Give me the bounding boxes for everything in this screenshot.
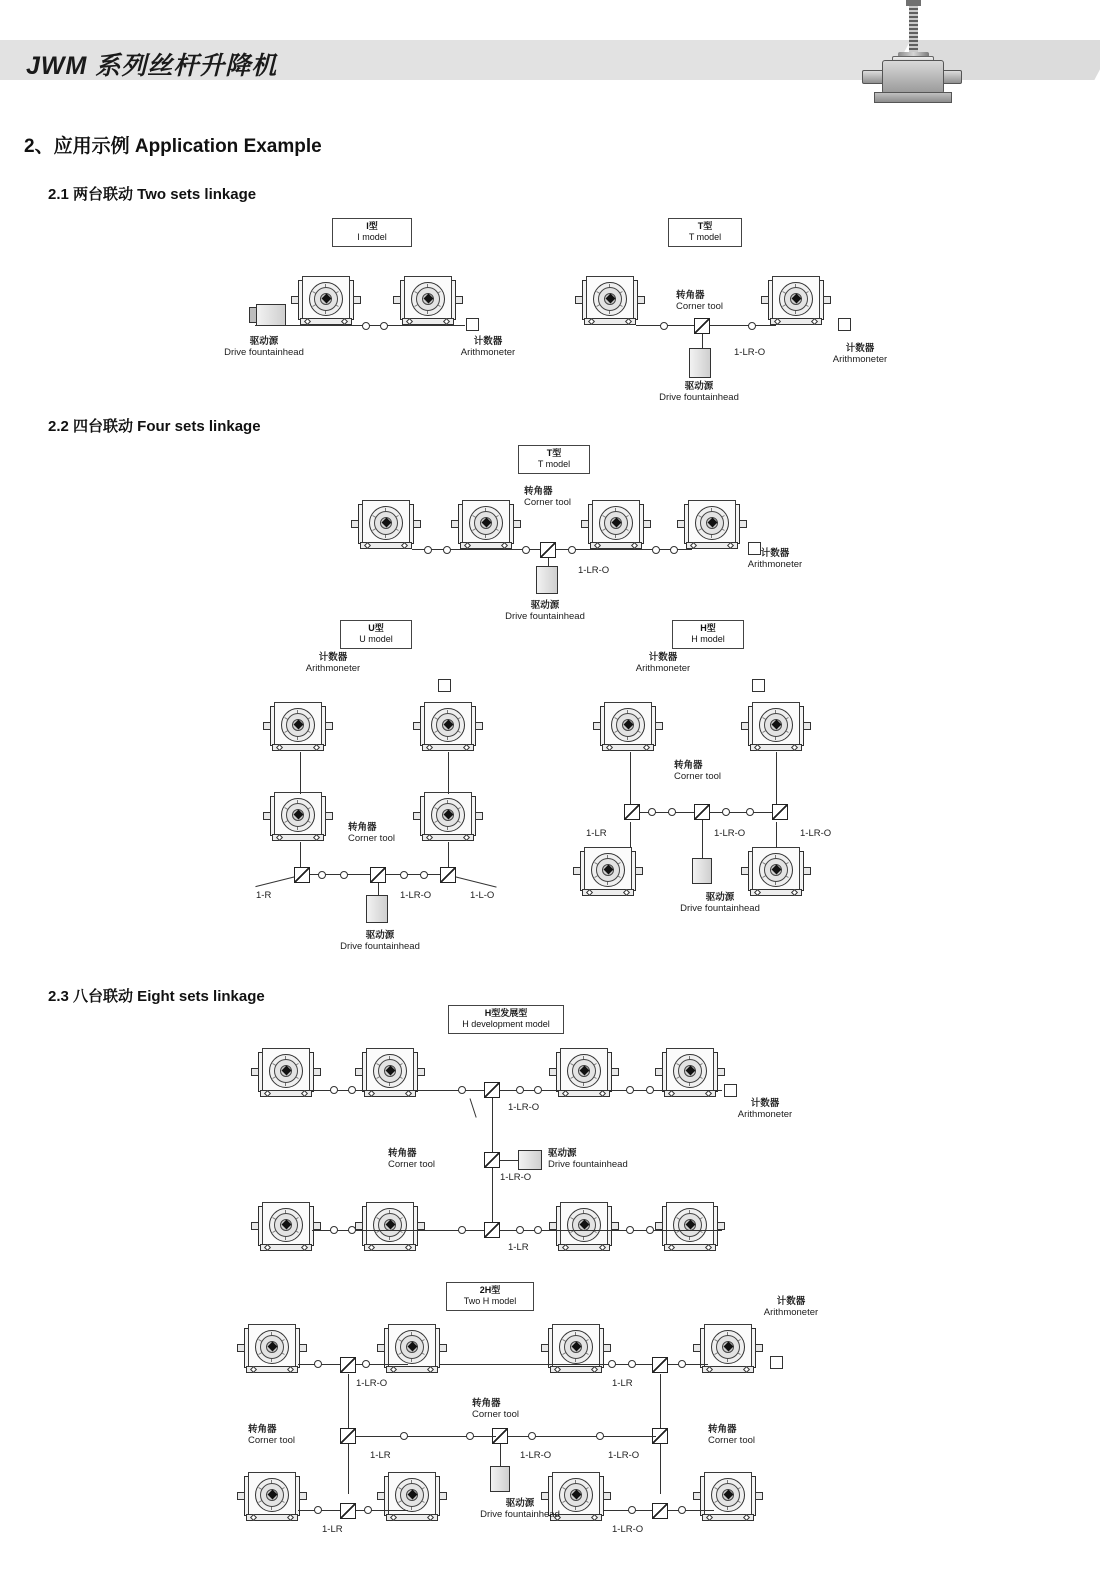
vertical-shaft: [348, 1444, 349, 1494]
jack-unit: [684, 498, 740, 550]
vertical-shaft: [300, 752, 301, 794]
shaft-coupler: [362, 322, 370, 330]
shaft-coupler: [678, 1360, 686, 1368]
label-corner-tool: 转角器 Corner tool: [248, 1424, 295, 1446]
drive-shaft: [668, 1364, 708, 1365]
jack-unit: [556, 1200, 612, 1252]
label-corner-tool: 转角器 Corner tool: [676, 290, 723, 312]
label-code-lro: 1-LR-O: [612, 1524, 644, 1535]
label-code-lro: 1-LR-O: [500, 1172, 532, 1183]
corner-tool: [540, 542, 556, 558]
label-code-lro: 1-LR-O: [714, 828, 746, 839]
corner-tool: [624, 804, 640, 820]
corner-tool: [440, 867, 456, 883]
shaft-coupler: [330, 1226, 338, 1234]
corner-tool: [694, 318, 710, 334]
vertical-shaft: [492, 1168, 493, 1222]
shaft-coupler: [646, 1226, 654, 1234]
jack-unit: [700, 1470, 756, 1522]
jack-unit: [298, 274, 354, 326]
shaft-coupler: [522, 546, 530, 554]
shaft-coupler: [330, 1086, 338, 1094]
vertical-shaft: [492, 1098, 493, 1152]
shaft-coupler: [458, 1226, 466, 1234]
corner-tool: [772, 804, 788, 820]
corner-tool: [694, 804, 710, 820]
label-arithmoneter: 计数器 Arithmoneter: [747, 548, 803, 570]
counter-box: [724, 1084, 737, 1097]
label-arithmoneter: 计数器 Arithmoneter: [832, 343, 888, 365]
jack-unit: [244, 1322, 300, 1374]
vertical-shaft: [448, 752, 449, 794]
vertical-shaft: [348, 1374, 349, 1430]
label-corner-tool: 转角器 Corner tool: [348, 822, 395, 844]
corner-tool: [340, 1503, 356, 1519]
label-arithmoneter: 计数器 Arithmoneter: [460, 336, 516, 358]
label-arithmoneter: 计数器 Arithmoneter: [737, 1098, 793, 1120]
page-title: JWM 系列丝杆升降机: [26, 52, 278, 80]
shaft-coupler: [348, 1086, 356, 1094]
shaft-coupler: [516, 1226, 524, 1234]
jack-unit: [384, 1322, 440, 1374]
drive-shaft: [255, 325, 465, 326]
vertical-shaft: [630, 822, 631, 848]
shaft-coupler: [722, 808, 730, 816]
shaft-coupler: [340, 871, 348, 879]
counter-box: [752, 679, 765, 692]
label-drive-fountainhead: 驱动源 Drive fountainhead: [480, 1498, 560, 1520]
label-code-r: 1-R: [256, 890, 272, 901]
shaft-coupler: [646, 1086, 654, 1094]
label-drive-fountainhead: 驱动源 Drive fountainhead: [224, 336, 304, 358]
label-drive-fountainhead: 驱动源 Drive fountainhead: [659, 381, 739, 403]
vertical-shaft: [630, 752, 631, 808]
shaft-coupler: [362, 1360, 370, 1368]
vertical-shaft: [776, 752, 777, 808]
jack-unit: [582, 274, 638, 326]
corner-tool: [340, 1357, 356, 1373]
label-code-lro: 1-LR-O: [508, 1102, 540, 1113]
jack-unit: [600, 700, 656, 752]
shaft-coupler: [668, 808, 676, 816]
jack-unit: [748, 845, 804, 897]
shaft-coupler: [400, 871, 408, 879]
drive-motor: [490, 1466, 510, 1492]
corner-tool: [652, 1357, 668, 1373]
label-code-lr: 1-LR: [370, 1450, 391, 1461]
shaft-coupler: [458, 1086, 466, 1094]
model-tag-u: U型 U model: [340, 620, 412, 649]
model-tag-t: T型 T model: [518, 445, 590, 474]
label-code-lo: 1-L-O: [470, 890, 495, 901]
section-heading-application: 2、应用示例 Application Example: [24, 136, 322, 157]
jack-unit: [270, 790, 326, 842]
jack-unit: [768, 274, 824, 326]
counter-box: [770, 1356, 783, 1369]
jack-unit: [420, 700, 476, 752]
shaft-coupler: [314, 1506, 322, 1514]
jack-unit: [362, 1200, 418, 1252]
jack-unit: [548, 1322, 604, 1374]
section-heading-four-sets: 2.2 四台联动 Four sets linkage: [48, 418, 261, 435]
label-code-lr: 1-LR: [586, 828, 607, 839]
shaft-coupler: [528, 1432, 536, 1440]
jack-unit: [258, 1200, 314, 1252]
drive-shaft: [500, 1160, 518, 1161]
label-code-lro: 1-LR-O: [608, 1450, 640, 1461]
corner-tool: [652, 1503, 668, 1519]
counter-box: [838, 318, 851, 331]
jack-unit: [748, 700, 804, 752]
jack-unit: [420, 790, 476, 842]
shaft-coupler: [626, 1226, 634, 1234]
jack-unit: [588, 498, 644, 550]
shaft-coupler: [420, 871, 428, 879]
shaft-coupler: [364, 1506, 372, 1514]
jack-unit: [244, 1470, 300, 1522]
shaft-coupler: [748, 322, 756, 330]
label-arithmoneter: 计数器 Arithmoneter: [763, 1296, 819, 1318]
drive-motor-cap: [249, 307, 257, 323]
label-corner-tool: 转角器 Corner tool: [708, 1424, 755, 1446]
label-code-lr: 1-LR: [612, 1378, 633, 1389]
drive-motor: [366, 895, 388, 923]
label-arithmoneter: 计数器 Arithmoneter: [635, 652, 691, 674]
counter-box: [466, 318, 479, 331]
screw-jack-icon: [862, 0, 982, 110]
shaft-coupler: [314, 1360, 322, 1368]
label-code-lro: 1-LR-O: [800, 828, 832, 839]
jack-unit: [358, 498, 414, 550]
shaft-coupler: [443, 546, 451, 554]
shaft-coupler: [670, 546, 678, 554]
shaft-coupler: [596, 1432, 604, 1440]
label-code-lr: 1-LR: [508, 1242, 529, 1253]
corner-tool: [340, 1428, 356, 1444]
section-heading-two-sets: 2.1 两台联动 Two sets linkage: [48, 186, 257, 203]
jack-unit: [400, 274, 456, 326]
shaft-coupler: [424, 546, 432, 554]
corner-tool: [294, 867, 310, 883]
shaft-coupler: [628, 1360, 636, 1368]
shaft-coupler: [608, 1360, 616, 1368]
shaft-coupler: [678, 1506, 686, 1514]
section-heading-eight-sets: 2.3 八台联动 Eight sets linkage: [48, 988, 265, 1005]
jack-unit: [458, 498, 514, 550]
corner-tool: [484, 1222, 500, 1238]
label-code-lro: 1-LR-O: [356, 1378, 388, 1389]
label-code-lro: 1-LR-O: [520, 1450, 552, 1461]
drive-motor: [689, 348, 711, 378]
label-drive-fountainhead: 驱动源 Drive fountainhead: [505, 600, 585, 622]
shaft-coupler: [746, 808, 754, 816]
shaft-coupler: [318, 871, 326, 879]
shaft-coupler: [534, 1226, 542, 1234]
jack-unit: [580, 845, 636, 897]
jack-unit: [258, 1046, 314, 1098]
shaft-coupler: [648, 808, 656, 816]
corner-tool: [370, 867, 386, 883]
vertical-shaft: [660, 1374, 661, 1430]
shaft-coupler: [628, 1506, 636, 1514]
shaft-coupler: [568, 546, 576, 554]
label-code-lro: 1-LR-O: [578, 565, 610, 576]
drive-shaft: [356, 1436, 496, 1437]
label-code-lro: 1-LR-O: [734, 347, 766, 358]
shaft-coupler: [534, 1086, 542, 1094]
jack-unit: [270, 700, 326, 752]
counter-box: [438, 679, 451, 692]
corner-tool: [484, 1152, 500, 1168]
label-code-lro: 1-LR-O: [400, 890, 432, 901]
label-corner-tool: 转角器 Corner tool: [524, 486, 571, 508]
vertical-shaft: [776, 822, 777, 848]
shaft-coupler: [626, 1086, 634, 1094]
label-code-lr: 1-LR: [322, 1524, 343, 1535]
model-tag-two-h: 2H型 Two H model: [446, 1282, 534, 1311]
label-drive-fountainhead: 驱动源 Drive fountainhead: [340, 930, 420, 952]
vertical-shaft: [378, 883, 379, 895]
shaft-coupler: [348, 1226, 356, 1234]
shaft-coupler: [380, 322, 388, 330]
jack-unit: [662, 1200, 718, 1252]
label-corner-tool: 转角器 Corner tool: [388, 1148, 435, 1170]
shaft-coupler: [660, 322, 668, 330]
label-corner-tool: 转角器 Corner tool: [674, 760, 721, 782]
drive-motor: [256, 304, 286, 326]
shaft-coupler: [466, 1432, 474, 1440]
label-drive-fountainhead: 驱动源 Drive fountainhead: [548, 1148, 628, 1170]
shaft-coupler: [516, 1086, 524, 1094]
model-tag-i: I型 I model: [332, 218, 412, 247]
label-drive-fountainhead: 驱动源 Drive fountainhead: [680, 892, 760, 914]
model-tag-t: T型 T model: [668, 218, 742, 247]
page-header: [0, 0, 1100, 110]
model-tag-h: H型 H model: [672, 620, 744, 649]
drive-motor: [536, 566, 558, 594]
corner-tool: [484, 1082, 500, 1098]
shaft-coupler: [400, 1432, 408, 1440]
drive-shaft: [470, 1098, 477, 1117]
drive-motor: [692, 858, 712, 884]
vertical-shaft: [660, 1444, 661, 1494]
model-tag-h-development: H型发展型 H development model: [448, 1005, 564, 1034]
jack-unit: [700, 1322, 756, 1374]
label-arithmoneter: 计数器 Arithmoneter: [305, 652, 361, 674]
label-corner-tool: 转角器 Corner tool: [472, 1398, 519, 1420]
drive-motor: [518, 1150, 542, 1170]
vertical-shaft: [702, 820, 703, 862]
shaft-coupler: [652, 546, 660, 554]
